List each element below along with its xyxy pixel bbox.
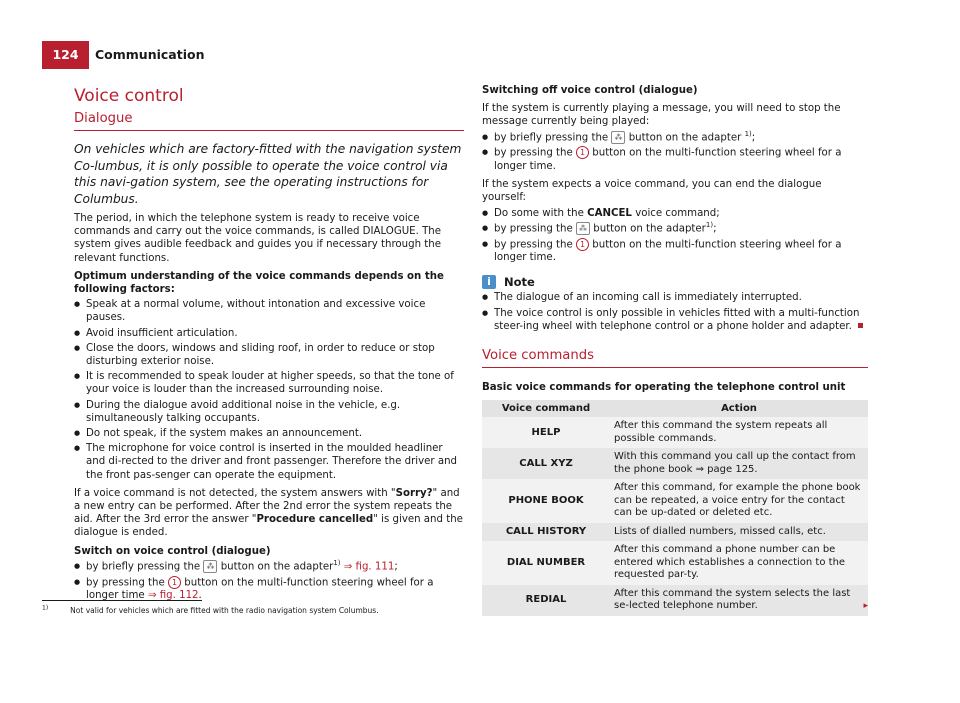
left-column — [74, 86, 464, 602]
action-cell: After this command the system selects the last se-lected telephone number. — [610, 585, 868, 616]
steering-button-icon: 1 — [576, 238, 589, 251]
right-column — [482, 84, 868, 616]
list-item: ● by pressing the ⁂ button on the adapter$^{1)}$; — [482, 222, 868, 236]
list-item: ● The microphone for voice control is inserted in the moulded headliner and di-rected to the driver and front passenger. Therefore the driver and the front pas-senger can operate the equipment. — [74, 442, 464, 482]
steering-button-icon: 1 — [168, 576, 181, 589]
table-row — [482, 523, 868, 542]
list-item: ● by pressing the 1 button on the multi-function steering wheel for a longer time. — [482, 238, 868, 265]
footnote: $^{1)}$ Not valid for vehicles which are fitted with the radio navigation system Columbus. — [42, 604, 379, 615]
voice-key-icon: ⁂ — [576, 222, 590, 235]
action-cell: After this command the system repeats all possible commands. — [610, 417, 868, 448]
voice-key-icon: ⁂ — [611, 131, 625, 144]
action-cell: Lists of dialled numbers, missed calls, etc. — [610, 523, 868, 542]
command-cell: REDIAL — [482, 585, 610, 616]
table-caption: Basic voice commands for operating the telephone control unit — [482, 382, 846, 394]
command-cell: PHONE BOOK — [482, 479, 610, 523]
voice-command-table — [482, 400, 868, 616]
action-cell: After this command, for example the phone book can be repeated, a voice entry for the contact can be up-dated or deleted etc. — [610, 479, 868, 523]
table-row — [482, 479, 868, 523]
list-item: ● Close the doors, windows and sliding roof, in order to reduce or stop disturbing exterior noise. — [74, 342, 464, 368]
steering-button-icon: 1 — [576, 146, 589, 159]
switch-off-heading: Switching off voice control (dialogue) — [482, 85, 698, 96]
list-item: ● During the dialogue avoid additional noise in the vehicle, e.g. simultaneously talking occupants. — [74, 399, 464, 425]
voice-key-icon: ⁂ — [203, 560, 217, 573]
subsection-title: Dialogue — [74, 110, 464, 131]
list-item: ● by briefly pressing the ⁂ button on the adapter$^{1)}$ ⇒ fig. 111; — [74, 560, 464, 574]
table-row — [482, 541, 868, 585]
list-item: ● It is recommended to speak louder at higher speeds, so that the tone of your voice is louder than the increased surrounding noise. — [74, 370, 464, 396]
cancel-command: CANCEL — [587, 207, 632, 219]
column-header: Voice command — [482, 400, 610, 417]
list-item: ● by pressing the 1 button on the multi-function steering wheel for a longer time ⇒ fig. 112. — [74, 576, 464, 603]
voice-commands-block — [482, 347, 868, 368]
sorry-text: Sorry? — [395, 487, 433, 499]
list-item: ● by briefly pressing the ⁂ button on the adapter $^{1)}$; — [482, 131, 868, 145]
note-item: ● The dialogue of an incoming call is immediately interrupted. — [482, 291, 868, 304]
command-cell: DIAL NUMBER — [482, 541, 610, 585]
table-row — [482, 417, 868, 448]
table-row — [482, 585, 868, 616]
continue-arrow-icon: ▸ — [863, 600, 868, 611]
section-title: Voice control — [74, 86, 184, 106]
page-number: 124 — [42, 41, 89, 69]
fig-link[interactable]: ⇒ fig. 112 — [147, 590, 199, 602]
footnote-rule — [42, 600, 202, 601]
list-item: ● Speak at a normal volume, without intonation and excessive voice pauses. — [74, 298, 464, 324]
list-item: ● Do not speak, if the system makes an announcement. — [74, 427, 464, 440]
list-item: ● by pressing the 1 button on the multi-function steering wheel for a longer time. — [482, 146, 868, 173]
cancelled-text: Procedure cancelled — [256, 514, 374, 526]
factors-heading: Optimum understanding of the voice commands depends on the following factors: — [74, 270, 444, 296]
chapter-title: Communication — [95, 47, 205, 62]
fig-link[interactable]: ⇒ fig. 111 — [343, 561, 395, 573]
list-item: ● Avoid insufficient articulation. — [74, 327, 464, 340]
note-item: ● The voice control is only possible in vehicles fitted with a multi-function steer-ing wheel with telephone control or a phone holder and adapter. — [482, 307, 868, 333]
command-cell: CALL HISTORY — [482, 523, 610, 542]
intro-text: On vehicles which are factory-fitted with the navigation system Co-lumbus, it is only possible to operate the voice control via this navi-gation system, see the operating instructions for Columbus. — [74, 142, 462, 206]
info-icon: i — [482, 275, 496, 289]
table-row — [482, 448, 868, 479]
error-paragraph: If a voice command is not detected, the system answers with "Sorry?" and a new entry can be performed. After the 2nd error the system repeats the aid. After the 3rd error the answer "Procedure cancelled" is given and the dialogue is ended. — [74, 487, 463, 539]
command-cell: HELP — [482, 417, 610, 448]
action-cell: With this command you call up the contact from the phone book ⇒ page 125. — [610, 448, 868, 479]
voice-commands-title: Voice commands — [482, 347, 868, 368]
paragraph: If the system is currently playing a message, you will need to stop the message currently being played: — [482, 103, 841, 128]
paragraph: The period, in which the telephone system is ready to receive voice commands and carry out the voice commands, is called DIALOGUE. The system gives audible feedback and guides you if necessary through the relevant functions. — [74, 213, 442, 264]
section-end-icon — [858, 323, 863, 328]
paragraph: If the system expects a voice command, you can end the dialogue yourself: — [482, 179, 822, 204]
note-heading: i Note — [482, 275, 868, 289]
list-item: ● Do some with the CANCEL voice command; — [482, 207, 868, 220]
table-wrapper — [482, 400, 868, 616]
switch-on-heading: Switch on voice control (dialogue) — [74, 545, 271, 557]
action-cell: After this command a phone number can be entered which establishes a connection to the requested par-ty. — [610, 541, 868, 585]
factors-list — [74, 298, 464, 482]
column-header: Action — [610, 400, 868, 417]
table-header-row — [482, 400, 868, 417]
command-cell: CALL XYZ — [482, 448, 610, 479]
